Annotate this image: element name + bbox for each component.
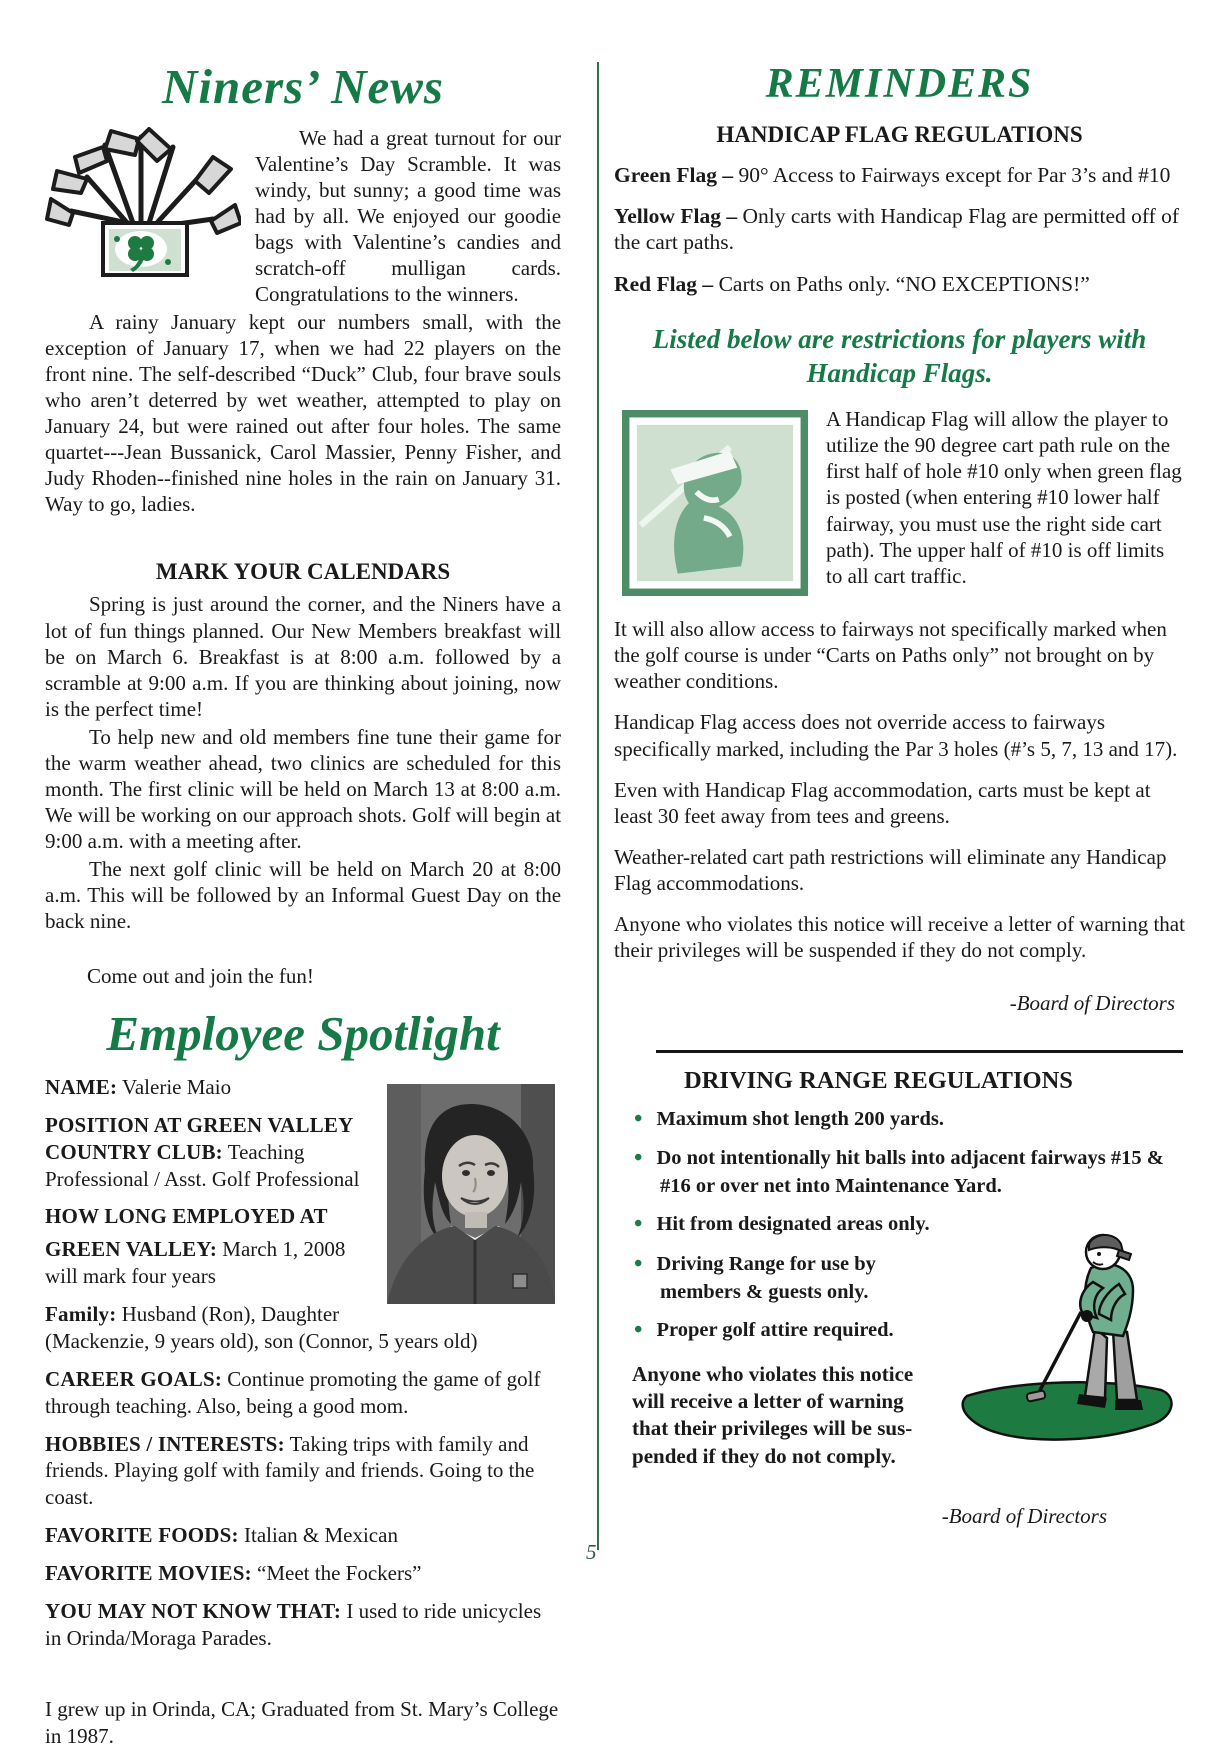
driving-range-bullet-4: • Driving Range for use by members & guests only. xyxy=(614,1248,1185,1305)
handicap-paragraph-5: Anyone who violates this notice will receive a letter of warning that their privileges will be suspended if they do not comply. xyxy=(614,911,1185,962)
handicap-paragraph-3: Even with Handicap Flag accommodation, carts must be kept at least 30 feet away from tees and greens. xyxy=(614,777,1151,828)
mark-your-calendars-title: MARK YOUR CALENDARS xyxy=(155,559,451,585)
driving-range-section xyxy=(614,1067,1185,1529)
spotlight-item-family: Family: Husband (Ron), Daughter (Mackenzie, 9 years old), son (Connor, 5 years old) xyxy=(45,1302,478,1353)
driving-range-regulations-title: DRIVING RANGE REGULATIONS xyxy=(684,1066,1073,1094)
driving-range-bullet-5: • Proper golf attire required. xyxy=(614,1314,1185,1345)
golfer-swing-illustration xyxy=(953,1210,1185,1450)
handicap-flag-regulations-title: HANDICAP FLAG REGULATIONS xyxy=(716,122,1083,147)
yellow-flag-rule: Yellow Flag – Only carts with Handicap Flag are permitted off of the cart paths. xyxy=(614,204,1180,255)
green-flag-rule: Green Flag – 90° Access to Fairways except for Par 3’s and #10 xyxy=(614,163,1171,187)
driving-range-warning: Anyone who violates this notice will receive a letter of warning that their privileges will be sus- pended if they do not comply. xyxy=(632,1361,914,1468)
board-of-directors-signature-1: -Board of Directors xyxy=(1009,990,1175,1015)
spotlight-item-position: POSITION AT GREEN VALLEY COUNTRY CLUB: Teaching Professional / Asst. Golf Professional xyxy=(45,1112,360,1191)
handicap-flag-section xyxy=(614,122,1185,1016)
section-divider-rule xyxy=(656,1050,1183,1053)
spotlight-item-you-may-not-know: YOU MAY NOT KNOW THAT: I used to ride unicycles in Orinda/Moraga Parades. xyxy=(45,1598,542,1650)
golfer-duotone-image xyxy=(622,410,808,596)
driving-range-bullet-1: • Maximum shot length 200 yards. xyxy=(614,1103,1185,1134)
handicap-flag-detail xyxy=(614,406,1185,600)
niners-news-title: Niners’ News xyxy=(162,59,444,114)
board-of-directors-signature-2: -Board of Directors xyxy=(941,1503,1107,1528)
page-number: 5 xyxy=(586,1540,597,1564)
spotlight-item-hobbies: HOBBIES / INTERESTS: Taking trips with family and friends. Playing golf with family and friends. Going to the coast. xyxy=(45,1431,535,1510)
restrictions-heading: Listed below are restrictions for players with Handicap Flags. xyxy=(652,323,1147,388)
employee-spotlight-title: Employee Spotlight xyxy=(106,1005,500,1061)
calendars-paragraph-2: To help new and old members fine tune their game for the warm weather ahead, two clinics are scheduled for this month. The first clinic will be held on March 13 at 8:00 a.m. We will be working on our approach shots. Golf will begin at 9:00 a.m. with a meeting after. xyxy=(45,724,562,853)
calendars-paragraph-1: Spring is just around the corner, and the Niners have a lot of fun things planned. Our New Members breakfast will be on March 6. Breakfast is at 8:00 a.m. followed by a scramble at 9:00 a.m. If you are thinking about joining, now is the perfect time! xyxy=(45,592,562,721)
right-column xyxy=(614,58,1185,1600)
niners-news-section xyxy=(45,125,561,519)
spotlight-item-career-goals: CAREER GOALS: Continue promoting the game of golf through teaching. Also, being a good mom. xyxy=(45,1366,541,1418)
spotlight-item-name: NAME: Valerie Maio xyxy=(45,1074,232,1099)
calendars-closing: Come out and join the fun! xyxy=(87,963,314,988)
reminders-title: REMINDERS xyxy=(765,61,1034,107)
left-column xyxy=(45,58,562,1748)
handicap-paragraph-2: Handicap Flag access does not override access to fairways specifically marked, including the Par 3 holes (#’s 5, 7, 13 and 17). xyxy=(614,710,1178,761)
red-flag-rule: Red Flag – Carts on Paths only. “NO EXCEPTIONS!” xyxy=(614,271,1090,296)
handicap-paragraph-4: Weather-related cart path restrictions will eliminate any Handicap Flag accommodations. xyxy=(614,844,1167,895)
spotlight-item-green-valley: GREEN VALLEY: March 1, 2008 will mark four years xyxy=(45,1237,346,1289)
column-divider xyxy=(597,62,599,1550)
driving-range-bullet-3: • Hit from designated areas only. xyxy=(614,1208,1185,1239)
spotlight-item-how-long: HOW LONG EMPLOYED AT xyxy=(45,1204,328,1229)
employee-spotlight-section xyxy=(45,1074,561,1749)
driving-range-bullet-2: • Do not intentionally hit balls into adjacent fairways #15 & #16 or over net into Maintenance Yard. xyxy=(614,1142,1185,1199)
spotlight-item-favorite-foods: FAVORITE FOODS: Italian & Mexican xyxy=(45,1523,398,1548)
spotlight-footer: I grew up in Orinda, CA; Graduated from St. Mary’s College in 1987. xyxy=(45,1696,559,1748)
handicap-paragraph-1: It will also allow access to fairways not specifically marked when the golf course is under “Carts on Paths only” not brought on by weather conditions. xyxy=(614,617,1167,694)
golf-clubs-clipart-icon xyxy=(45,127,241,279)
calendars-paragraph-3: The next golf clinic will be held on March 20 at 8:00 a.m. This will be followed by an Informal Guest Day on the back nine. xyxy=(45,856,562,933)
niners-paragraph-2: A rainy January kept our numbers small, with the exception of January 17, when we had 22 players on the front nine. The self-described “Duck” Club, four brave souls who aren’t deterred by wet weather, attempted to play on January 24, but were rained out after four holes. The same quartet---Jean Bussanick, Carol Massier, Penny Fisher, and Judy Rhoden--finished nine holes in the rain on January 31. Way to go, ladies. xyxy=(45,310,562,517)
niners-paragraph-1: We had a great turnout for our Valentine’s Day Scramble. It was windy, but sunny; a good time was had by all. We enjoyed our goodie bags with Valentine’s candies and scratch-off mulligan cards. Congratulations to the winners. xyxy=(255,126,562,307)
mark-your-calendars-section xyxy=(45,559,561,988)
employee-photo xyxy=(381,1078,561,1310)
handicap-flag-paragraph: A Handicap Flag will allow the player to utilize the 90 degree cart path rule on the first half of hole #10 only when green flag is posted (when entering #10 lower half fairway, you must use the right side cart path). The upper half of #10 is off limits to all cart traffic. xyxy=(826,407,1182,588)
spotlight-item-favorite-movies: FAVORITE MOVIES: “Meet the Fockers” xyxy=(45,1561,422,1585)
